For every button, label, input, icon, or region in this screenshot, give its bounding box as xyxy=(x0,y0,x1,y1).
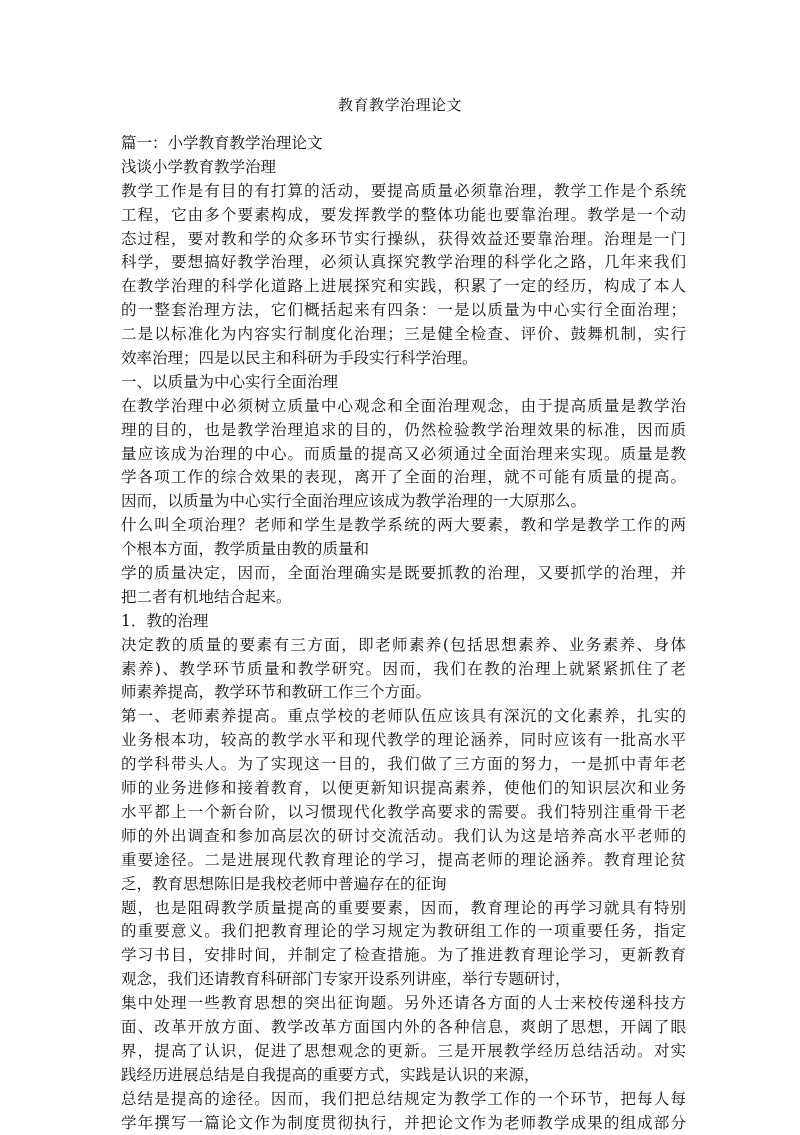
text-line: 理的目的，也是教学治理追求的目的，仍然检验教学治理效果的标准，因而质 xyxy=(121,420,686,439)
text-line: 把二者有机地结合起来。 xyxy=(121,587,292,606)
text-line: 业务根本功，较高的教学水平和现代教学的理论涵养，同时应该有一批高水平 xyxy=(121,731,686,750)
text-line: 决定教的质量的要素有三方面，即老师素养(包括思想素养、业务素养、身体 xyxy=(121,635,686,654)
text-line: 浅谈小学教育教学治理 xyxy=(121,157,277,176)
text-line: 的一整套治理方法，它们概括起来有四条：一是以质量为中心实行全面治理； xyxy=(121,301,686,320)
text-line: 面、改革开放方面、教学改革方面国内外的各种信息，爽朗了思想，开阔了眼 xyxy=(121,1017,686,1036)
text-line: 师素养提高，教学环节和教研工作三个方面。 xyxy=(121,683,432,702)
text-line: 篇一：小学教育教学治理论文 xyxy=(121,134,323,152)
text-line: 重要途径。二是进展现代教育理论的学习，提高老师的理论涵养。教育理论贫 xyxy=(121,850,686,869)
text-line: 态过程，要对教和学的众多环节实行操纵，获得效益还要靠治理。治理是一门 xyxy=(121,229,686,248)
text-line: 效率治理；四是以民主和科研为手段实行科学治理。 xyxy=(121,349,478,368)
text-line: 个根本方面，教学质量由教的质量和 xyxy=(121,540,370,559)
text-line: 一、以质量为中心实行全面治理 xyxy=(121,372,339,391)
text-line: 学各项工作的综合效果的表现，离开了全面的治理，就不可能有质量的提高。 xyxy=(121,468,686,487)
text-line: 师的业务进修和接着教育，以便更新知识提高素养，使他们的知识层次和业务 xyxy=(121,779,686,798)
text-line: 二是以标准化为内容实行制度化治理；三是健全检查、评价、鼓舞机制，实行 xyxy=(121,325,686,344)
text-line: 的学科带头人。为了实现这一目的，我们做了三方面的努力，一是抓中青年老 xyxy=(121,755,686,774)
text-line: 学习书目，安排时间，并制定了检查措施。为了推进教育理论学习，更新教育 xyxy=(121,946,686,965)
text-line: 因而，以质量为中心实行全面治理应该成为教学治理的一大原那么。 xyxy=(121,492,587,511)
text-line: 在教学治理中必须树立质量中心观念和全面治理观念，由于提高质量是教学治 xyxy=(121,396,686,415)
text-line: 师的外出调查和参加高层次的研讨交流活动。我们认为这是培养高水平老师的 xyxy=(121,826,686,845)
text-line: 观念，我们还请教育科研部门专家开设系列讲座，举行专题研讨， xyxy=(121,970,571,989)
document-title: 教育教学治理论文 xyxy=(337,96,462,114)
text-line: 1．教的治理 xyxy=(121,611,209,630)
text-line: 集中处理一些教育思想的突出征询题。另外还请各方面的人士来校传递科技方 xyxy=(121,994,686,1013)
text-line: 学的质量决定，因而，全面治理确实是既要抓教的治理，又要抓学的治理，并 xyxy=(121,564,686,583)
text-line: 总结是提高的途径。因而，我们把总结规定为教学工作的一个环节，把每人每 xyxy=(121,1089,686,1108)
text-line: 第一、老师素养提高。重点学校的老师队伍应该具有深沉的文化素养，扎实的 xyxy=(121,707,686,726)
text-line: 教学工作是有目的有打算的活动，要提高质量必须靠治理，教学工作是个系统 xyxy=(121,181,686,200)
text-line: 践经历进展总结是自我提高的重要方式，实践是认识的来源， xyxy=(121,1065,540,1084)
text-line: 工程，它由多个要素构成，要发挥教学的整体功能也要靠治理。教学是一个动 xyxy=(121,205,686,224)
text-line: 在教学治理的科学化道路上进展探究和实践，积累了一定的经历，构成了本人 xyxy=(121,277,686,296)
text-line: 学年撰写一篇论文作为制度贯彻执行，并把论文作为老师教学成果的组成部分 xyxy=(121,1113,686,1132)
text-line: 的重要意义。我们把教育理论的学习规定为教研组工作的一项重要任务，指定 xyxy=(121,922,686,941)
document-body xyxy=(121,132,686,1135)
text-line: 什么叫全项治理？老师和学生是教学系统的两大要素，教和学是教学工作的两 xyxy=(121,516,686,535)
text-line: 科学，要想搞好教学治理，必须认真探究教学治理的科学化之路，几年来我们 xyxy=(121,253,686,272)
text-line: 题，也是阻碍教学质量提高的重要要素，因而，教育理论的再学习就具有特别 xyxy=(121,898,686,917)
text-line: 素养)、教学环节质量和教学研究。因而，我们在教的治理上就紧紧抓住了老 xyxy=(121,659,686,678)
text-line: 界，提高了认识，促进了思想观念的更新。三是开展教学经历总结活动。对实 xyxy=(121,1041,686,1060)
text-line: 乏，教育思想陈旧是我校老师中普遍存在的征询 xyxy=(121,874,447,893)
text-line: 量应该成为治理的中心。而质量的提高又必须通过全面治理来实现。质量是教 xyxy=(121,444,686,463)
text-line: 水平都上一个新台阶，以习惯现代化教学高要求的需要。我们特别注重骨干老 xyxy=(121,802,686,821)
